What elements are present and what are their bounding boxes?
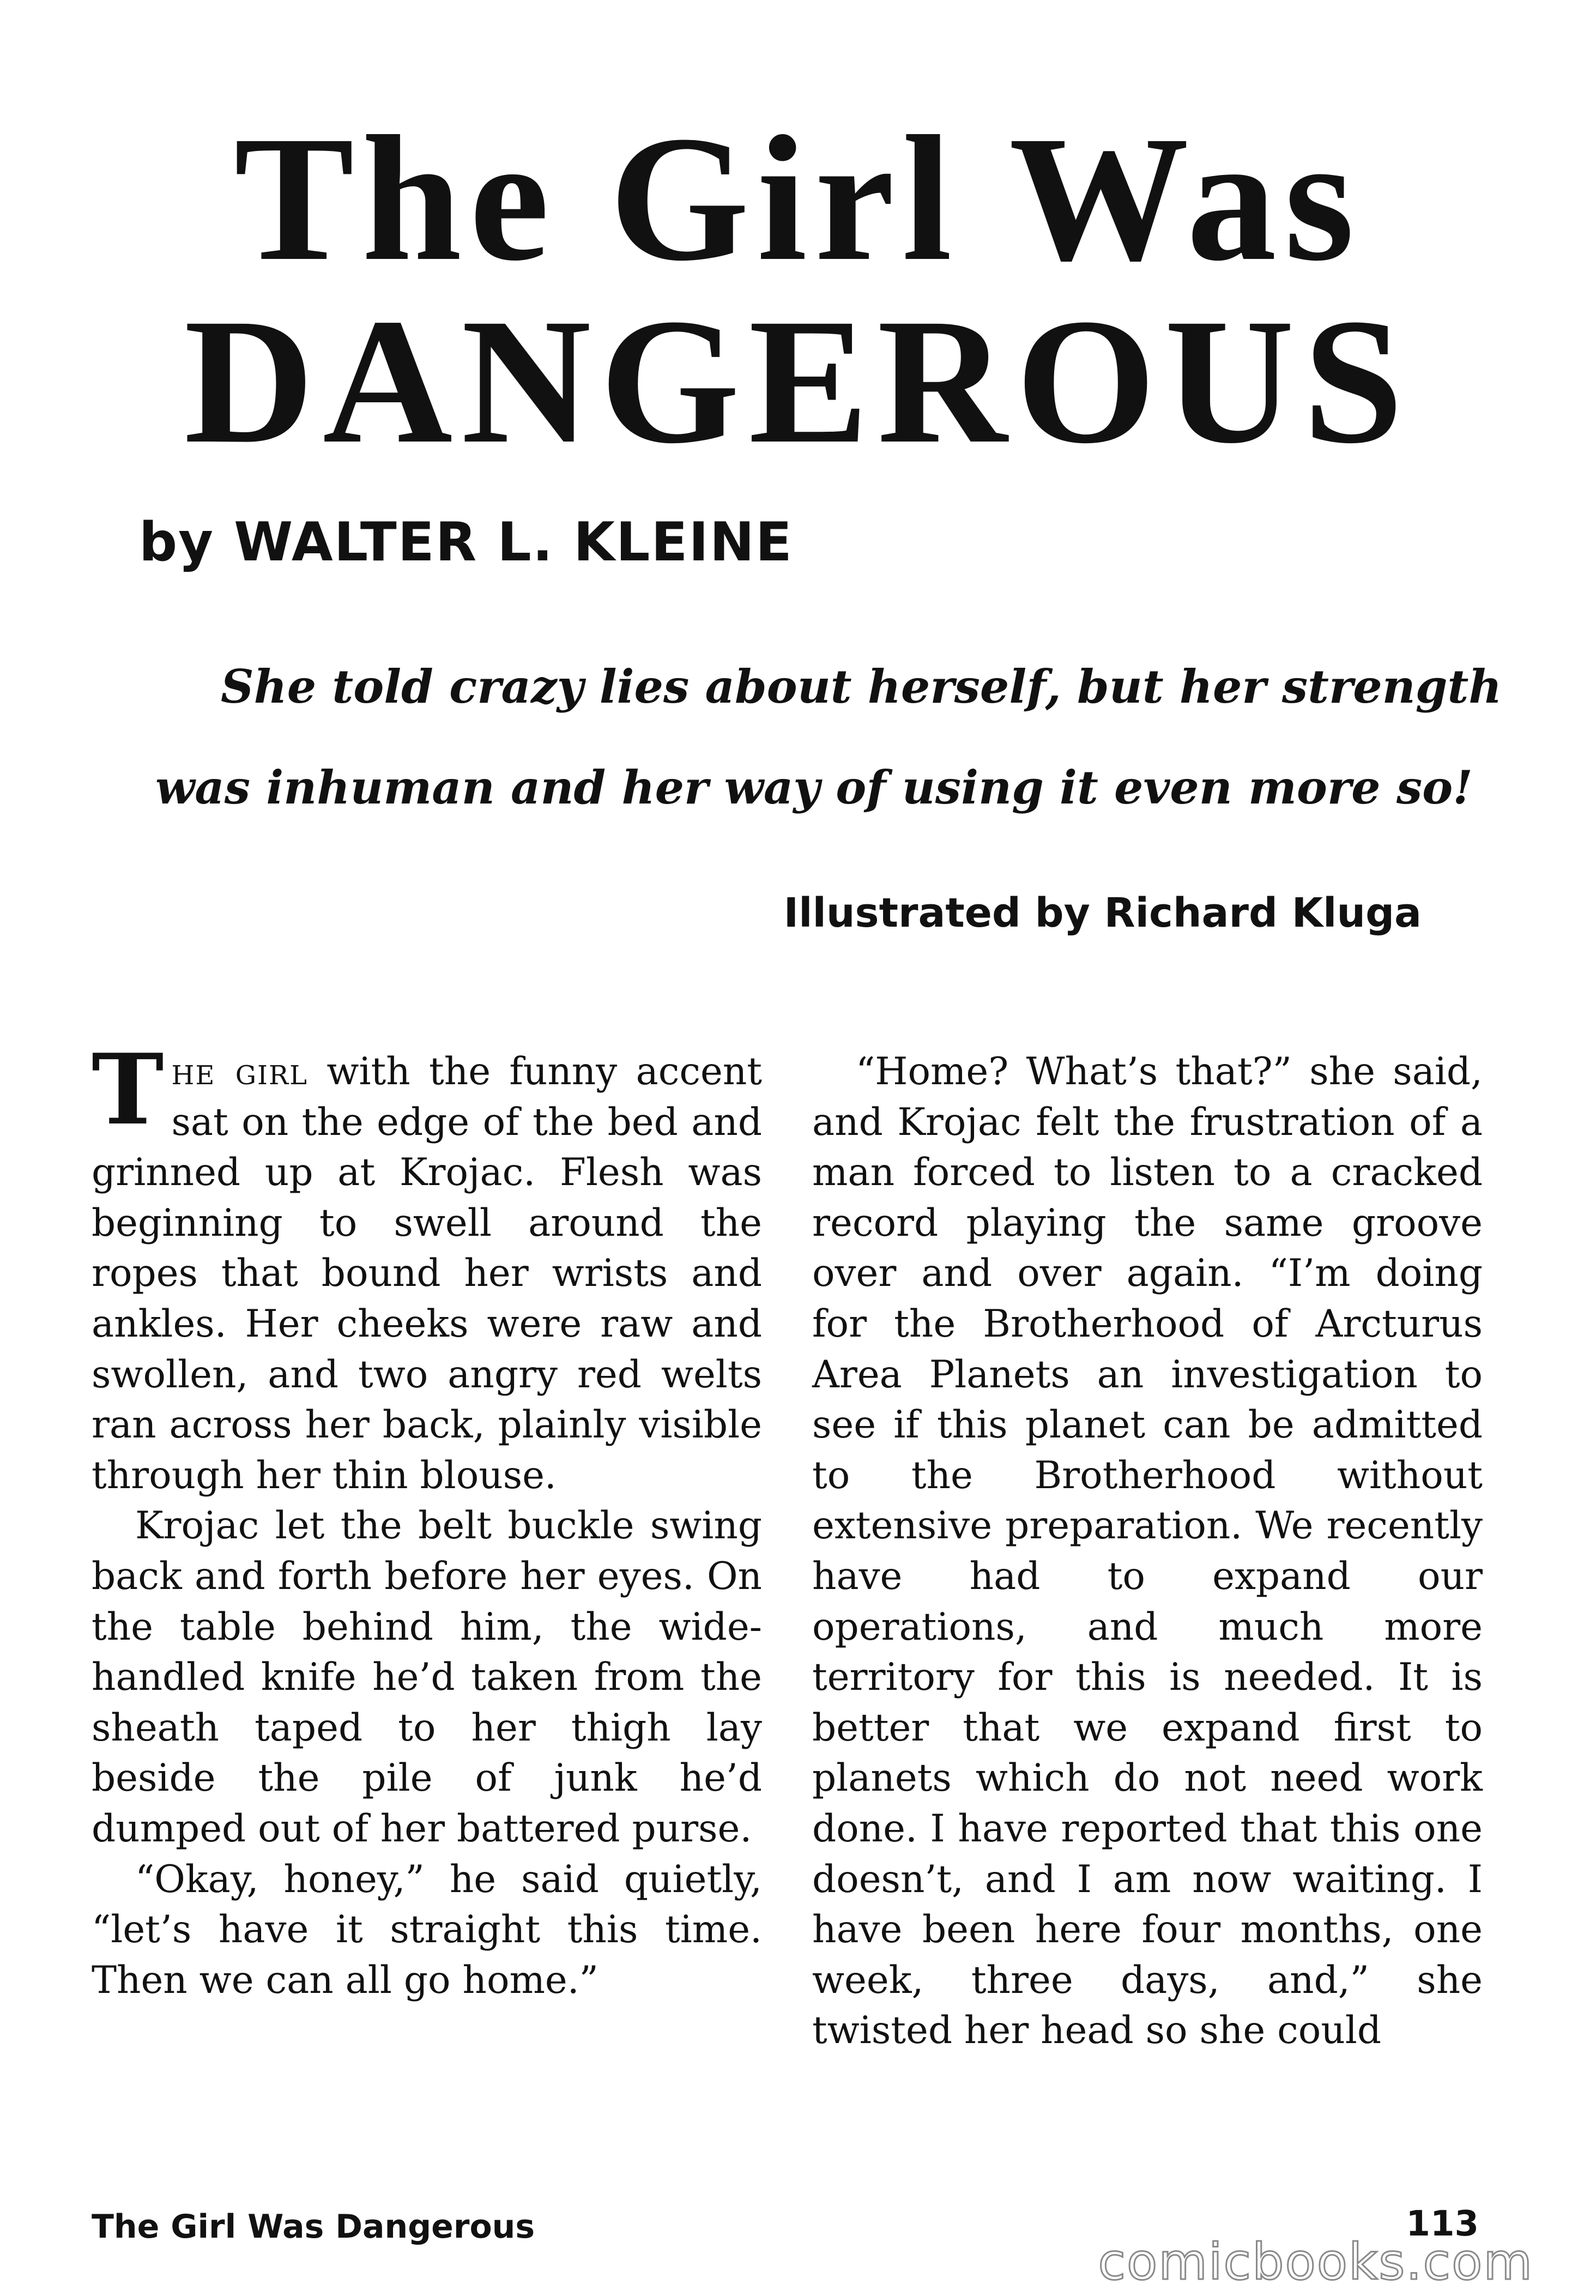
author-byline: by WALTER L. KLEINE: [139, 511, 793, 573]
blurb-line2: was inhuman and her way of using it even more so!: [155, 760, 1473, 814]
paragraph-4: “Home? What’s that?” she said, and Krojac felt the frustration of a man forced to listen to a cracked record playing the same groove over and over again. “I’m doing for the Brotherhood of Arcturus Area Planets an investigation to see if this planet can be admitted to the Brotherhood without extensive preparation. We recently have had to expand our operations, and much more territory for this is needed. It is better that we expand first to planets which do not need work done. I have reported that this one doesn’t, and I am now waiting. I have been here four months, one week, three days, and,” she twisted her head so she could: [812, 1050, 1483, 2053]
left-column: [92, 1032, 763, 2005]
opening-smallcaps: he girl: [171, 1050, 309, 1093]
watermark: comicbooks.com: [1098, 2233, 1533, 2291]
paragraph-3: “Okay, honey,” he said quietly, “let’s have it straight this time. Then we can all go home.”: [92, 1857, 762, 2002]
paragraph-1: [92, 1032, 763, 1501]
story-title-line2: DANGEROUS: [184, 282, 1412, 481]
paragraph-1-text: with the funny accent sat on the edge of the bed and grinned up at Krojac. Flesh was beginning to swell around the ropes that bound her wrists and ankles. Her cheeks were raw and swollen, and two angry red welts ran across her back, plainly visible through her thin blouse.: [92, 1050, 763, 1497]
right-column: [812, 1047, 1483, 2056]
drop-cap: T: [92, 1032, 164, 1146]
blurb-line1: She told crazy lies about herself, but her strength: [221, 660, 1502, 714]
story-title-line1: The Girl Was: [234, 99, 1362, 298]
paragraph-2: Krojac let the belt buckle swing back and forth before her eyes. On the table behind him, the wide-handled knife he’d taken from the sheath taped to her thigh lay beside the pile of junk he’d dumped out of her battered purse.: [92, 1504, 762, 1851]
illustrator-credit: Illustrated by Richard Kluga: [783, 890, 1422, 936]
page-number: 113: [1406, 2204, 1479, 2244]
running-title: The Girl Was Dangerous: [92, 2208, 535, 2246]
